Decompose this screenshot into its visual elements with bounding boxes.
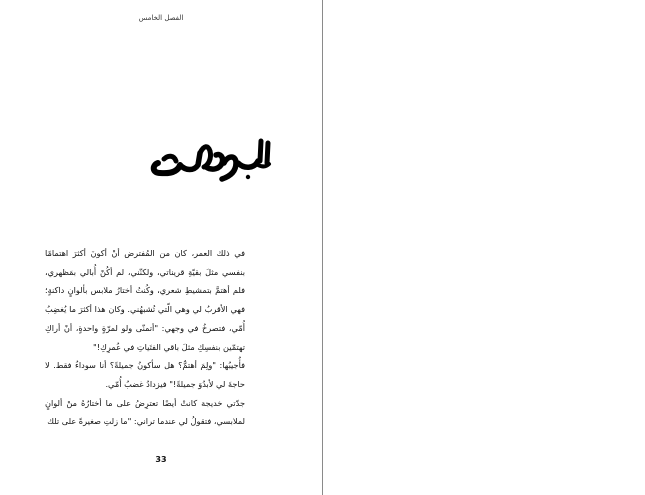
page-number: 33 [155, 455, 167, 464]
paragraph-2: فأُجيبُها: "ولِمَ أهتمُّ؟ هل سأكونُ جميلةً؟ أنا سوداءُ فقط. لا حاجةَ لي لأبدُوَ جميلةً!" فيزدادُ غضبُ أُمّي. [45, 360, 245, 389]
left-page [0, 0, 322, 495]
running-header: الفصل الخامس [138, 14, 184, 22]
paragraph-3: جدّتي خديجة كانتْ أيضًا تعترِضُ على ما أختارُهُ منْ ألوانٍ لملابسي، فتقولُ لي عندما تراني: "ما زلتِ صغيرةً على تلك [45, 397, 245, 427]
paragraph-1: في ذلك العمر، كان من المُفترض أنْ أكونَ أكثرَ اهتمامًا بنفسي مثلَ بقيّةِ قريناتي، ولكنّني، لم أكُنْ أُبالي بمَظهري، فلم أهتمَّ بتمشيطِ شعري، وكُنتُ أختارُ ملابس بألوانٍ داكنةٍ؛ فهي الأقربُ لي وهي الّتي تُشبهُني. وكان هذا أكثرَ ما يُغضِبُ أُمّي، فتصرخُ في وجهي: "أتمنّى ولو لمرّةٍ واحدةٍ، أنْ أراكِ تهتمّين بنفسِكِ مثلَ باقي الفتَياتِ في عُمرِكِ!" [45, 248, 245, 352]
right-page-blank [323, 0, 645, 495]
chapter-title-calligraphy [150, 133, 274, 183]
chapter-title [150, 133, 274, 183]
body-text [45, 244, 245, 431]
